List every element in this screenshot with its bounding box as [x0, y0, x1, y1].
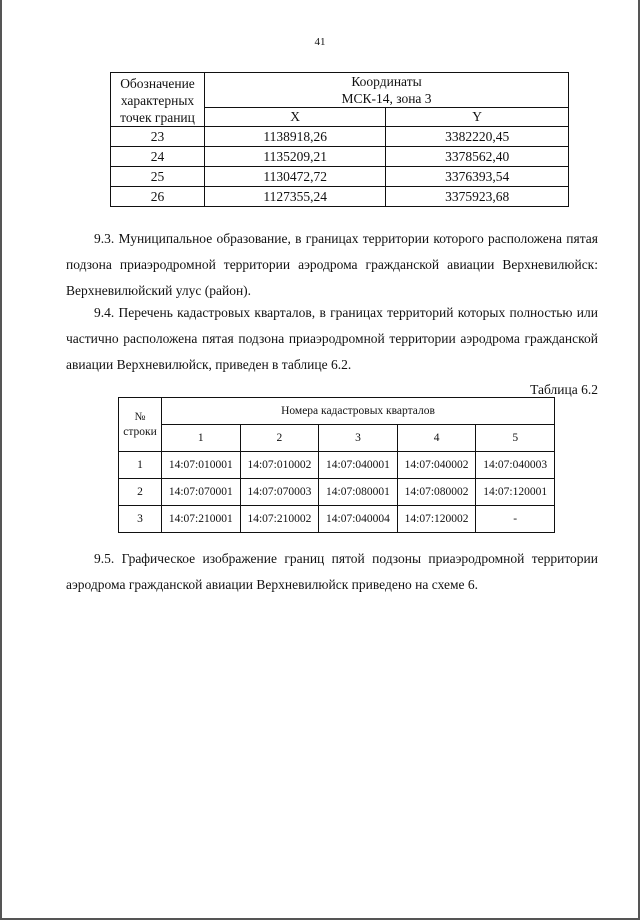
table-row: [119, 452, 555, 479]
column-header: 5: [476, 425, 555, 452]
header-line: Обозначение: [120, 75, 195, 91]
table-cell: 14:07:040001: [319, 452, 398, 479]
x-cell: 1135209,21: [205, 147, 386, 167]
table-cell: 14:07:070001: [162, 479, 241, 506]
paragraph-9-3: [66, 226, 598, 304]
header-y: Y: [386, 108, 569, 127]
header-cadastral-numbers: Номера кадастровых кварталов: [162, 398, 555, 425]
point-cell: 25: [111, 167, 205, 187]
column-header: 4: [397, 425, 476, 452]
x-cell: 1127355,24: [205, 187, 386, 207]
table-row: [119, 479, 555, 506]
header-line: МСК-14, зона 3: [341, 91, 432, 106]
table-cell: 14:07:040004: [319, 506, 398, 533]
header-line: Координаты: [351, 74, 422, 89]
point-cell: 23: [111, 127, 205, 147]
column-header: 3: [319, 425, 398, 452]
table-cell: 14:07:070003: [240, 479, 319, 506]
table-cell: 14:07:010002: [240, 452, 319, 479]
paragraph-9-5: [66, 546, 598, 598]
y-cell: 3376393,54: [386, 167, 569, 187]
paragraph-9-4: [66, 300, 598, 378]
table-cell: 14:07:080002: [397, 479, 476, 506]
table-cell: -: [476, 506, 555, 533]
y-cell: 3375923,68: [386, 187, 569, 207]
table-row: [111, 187, 569, 207]
table-cell: 14:07:120001: [476, 479, 555, 506]
header-row-number: [119, 398, 162, 452]
table-cell: 14:07:210001: [162, 506, 241, 533]
header-line: №: [134, 410, 146, 423]
table-caption: Таблица 6.2: [530, 382, 598, 397]
table-cell: 14:07:010001: [162, 452, 241, 479]
x-cell: 1130472,72: [205, 167, 386, 187]
cadastral-quarters-table: [118, 397, 555, 533]
header-coordinates: [205, 73, 569, 108]
y-cell: 3382220,45: [386, 127, 569, 147]
table-row: [111, 147, 569, 167]
row-number: 2: [119, 479, 162, 506]
header-point-designation: [111, 73, 205, 127]
table-row: [119, 506, 555, 533]
y-cell: 3378562,40: [386, 147, 569, 167]
point-cell: 26: [111, 187, 205, 207]
column-header: 1: [162, 425, 241, 452]
table-cell: 14:07:120002: [397, 506, 476, 533]
page-number: 41: [314, 36, 326, 48]
header-x: X: [205, 108, 386, 127]
point-cell: 24: [111, 147, 205, 167]
row-number: 3: [119, 506, 162, 533]
table-cell: 14:07:040003: [476, 452, 555, 479]
x-cell: 1138918,26: [205, 127, 386, 147]
paragraph-text: 9.4. Перечень кадастровых кварталов, в границах территорий которых полностью или частично расположена пятая подзона приаэродромной территории аэродрома гражданской авиации Верхневилюйск, приведен в таблице 6.2.: [66, 305, 598, 372]
table-row: [111, 127, 569, 147]
table-cell: 14:07:040002: [397, 452, 476, 479]
table-cell: 14:07:080001: [319, 479, 398, 506]
paragraph-text: 9.3. Муниципальное образование, в границах территории которого расположена пятая подзона приаэродромной территории аэродрома гражданской авиации Верхневилюйск: Верхневилюйский улус (район).: [66, 231, 598, 298]
coordinates-table: [110, 72, 569, 207]
header-line: характерных: [120, 92, 195, 108]
header-line: строки: [123, 425, 157, 438]
row-number: 1: [119, 452, 162, 479]
header-line: точек границ: [120, 109, 195, 125]
table-row: [111, 167, 569, 187]
column-header: 2: [240, 425, 319, 452]
paragraph-text: 9.5. Графическое изображение границ пятой подзоны приаэродромной территории аэродрома гражданской авиации Верхневилюйск приведено на схеме 6.: [66, 551, 598, 592]
table-cell: 14:07:210002: [240, 506, 319, 533]
